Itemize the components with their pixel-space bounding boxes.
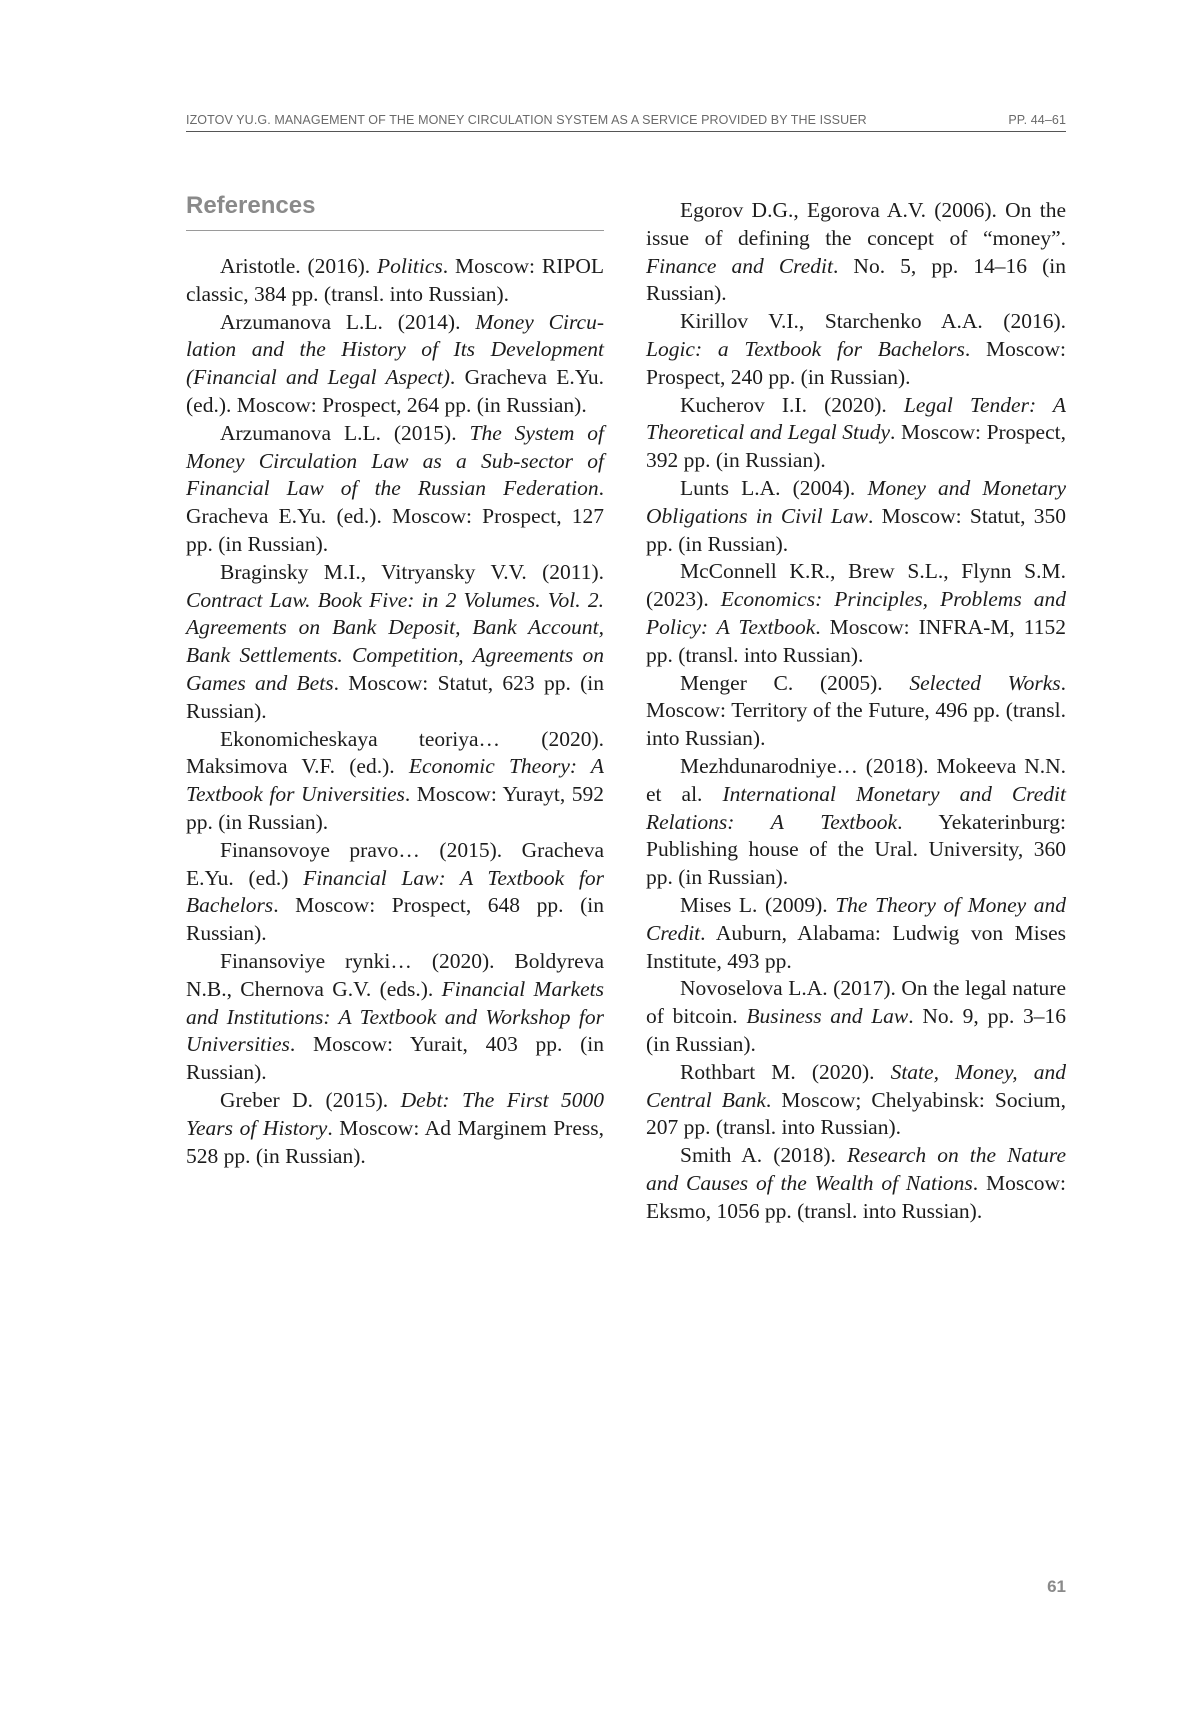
reference-entry: Smith A. (2018). Research on the Nature and Causes of the Wealth of Nations. Mos­cow: Eksmo, 1056 pp. (transl. into Russian). [646, 1142, 1066, 1225]
reference-entry: Ekonomicheskaya teoriya… (2020). Maksimova V.F. (ed.). Economic Theory: A Textbook for Universities. Moscow: Yurayt, 592 pp. (in Russian). [186, 726, 604, 837]
references-column-left [186, 253, 604, 1170]
reference-entry: Aristotle. (2016). Politics. Moscow: RIPOL classic, 384 pp. (transl. into Rus­sian). [186, 253, 604, 309]
running-header [186, 113, 1066, 132]
page-range: PP. 44–61 [1008, 113, 1066, 127]
reference-entry: Finansovoye pravo… (2015). Grache­va E.Yu. (ed.) Financial Law: A Textbook for Bachelors. Moscow: Prospect, 648 pp. (in Russian). [186, 837, 604, 948]
reference-entry: Finansoviye rynki… (2020). Boldyre­va N.B., Chernova G.V. (eds.). Financial Markets and Institutions: A Textbook and Workshop for Universities. Moscow: Yurait, 403 pp. (in Russian). [186, 948, 604, 1087]
document-page [0, 0, 1200, 1714]
reference-entry: Greber D. (2015). Debt: The First 5000 Years of History. Moscow: Ad Margi­nem Press, 528 pp. (in Russian). [186, 1087, 604, 1170]
reference-entry: Arzumanova L.L. (2014). Money Circu­lation and the History of Its Development (Financial and Legal Aspect). Grache­va E.Yu. (ed.). Moscow: Prospect, 264 pp. (in Russian). [186, 309, 604, 420]
running-title: IZOTOV YU.G. MANAGEMENT OF THE MONEY CIRCULATION SYSTEM AS A SERVICE PROVIDED BY THE ISSUER [186, 113, 867, 127]
reference-entry: McConnell K.R., Brew S.L., Flynn S.M. (2023). Economics: Principles, Problems and Policy: A Textbook. Moscow: INFRA-M, 1152 pp. (transl. into Russian). [646, 558, 1066, 669]
reference-entry: Menger C. (2005). Selected Works. Moscow: Territory of the Future, 496 pp. (transl. into Russian). [646, 670, 1066, 753]
references-column-right [646, 197, 1066, 1225]
reference-entry: Rothbart M. (2020). State, Money, and Central Bank. Moscow; Chelyabinsk: Soci­um, 207 pp. (transl. into Russian). [646, 1059, 1066, 1142]
reference-entry: Novoselova L.A. (2017). On the legal nature of bitcoin. Business and Law. No. 9, pp. 3–16 (in Russian). [646, 975, 1066, 1058]
reference-entry: Lunts L.A. (2004). Money and Mone­tary Obligations in Civil Law. Moscow: Statut, 350 pp. (in Russian). [646, 475, 1066, 558]
reference-entry: Mises L. (2009). The Theory of Money and Credit. Auburn, Alabama: Ludwig von Mises Institute, 493 pp. [646, 892, 1066, 975]
references-heading: References [186, 192, 604, 231]
reference-entry: Arzumanova L.L. (2015). The System of Money Circulation Law as a Sub-sector of Financial Law of the Russian Federation. Gracheva E.Yu. (ed.). Moscow: Prospect, 127 pp. (in Russian). [186, 420, 604, 559]
reference-entry: Kirillov V.I., Starchenko A.A. (2016). Logic: a Textbook for Bachelors. Moscow: Prospect, 240 pp. (in Russian). [646, 308, 1066, 391]
reference-entry: Egorov D.G., Egorova A.V. (2006). On the issue of defining the concept of “mo­ney”. Finance and Credit. No. 5, pp. 14–16 (in Russian). [646, 197, 1066, 308]
reference-entry: Braginsky M.I., Vitryansky V.V. (2011). Contract Law. Book Five: in 2 Volumes. Vol. 2. Agreements on Bank Deposit, Bank Account, Bank Settlements. Competition, Agreements on Games and Bets. Moscow: Statut, 623 pp. (in Russian). [186, 559, 604, 726]
page-number: 61 [1047, 1577, 1066, 1597]
reference-entry: Kucherov I.I. (2020). Legal Tender: A Theoretical and Legal Study. Moscow: Prospect, 392 pp. (in Russian). [646, 392, 1066, 475]
reference-entry: Mezhdunarodniye… (2018). Moke­eva N.N. et al. International Monetary and Credit Relations: A Textbook. Yekaterin­burg: Publishing house of the Ural. Uni­versity, 360 pp. (in Russian). [646, 753, 1066, 892]
